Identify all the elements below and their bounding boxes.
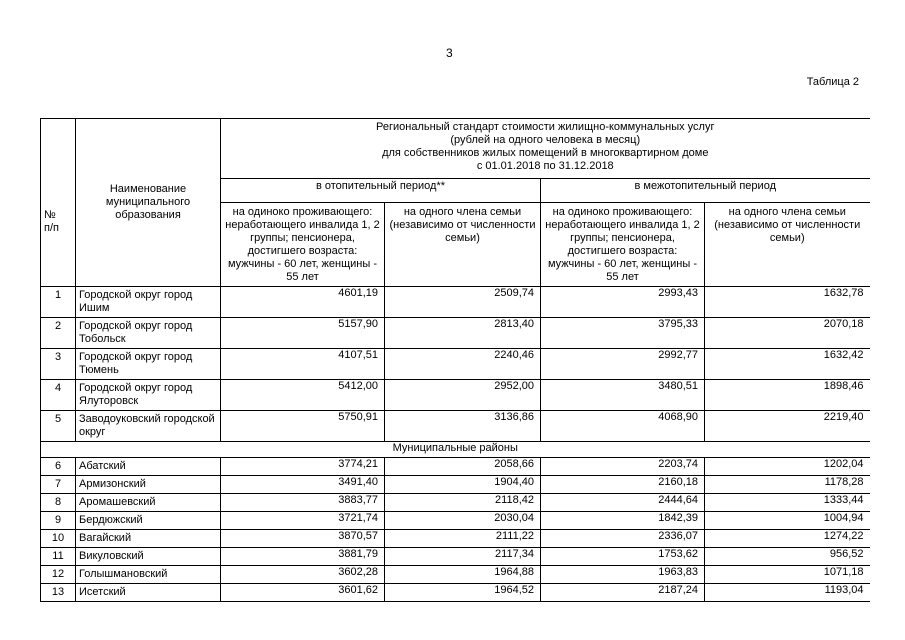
column-header-number bbox=[41, 119, 76, 287]
nonheating-family-value: 1004,94 bbox=[705, 512, 870, 530]
heating-family-value: 2117,34 bbox=[385, 548, 541, 566]
municipality-name: Армизонский bbox=[76, 476, 221, 494]
table-row bbox=[41, 287, 870, 318]
heating-single-value: 4601,19 bbox=[221, 287, 385, 318]
row-number: 13 bbox=[41, 584, 76, 602]
row-number: 2 bbox=[41, 318, 76, 349]
heating-family-value: 2509,74 bbox=[385, 287, 541, 318]
row-number: 6 bbox=[41, 458, 76, 476]
nonheating-family-value: 1632,78 bbox=[705, 287, 870, 318]
nonheating-single-value: 2993,43 bbox=[541, 287, 705, 318]
heating-single-value: 4107,51 bbox=[221, 349, 385, 380]
municipality-name: Аромашевский bbox=[76, 494, 221, 512]
row-number: 12 bbox=[41, 566, 76, 584]
heating-family-value: 2240,46 bbox=[385, 349, 541, 380]
nonheating-family-value: 956,52 bbox=[705, 548, 870, 566]
heating-family-value: 1964,88 bbox=[385, 566, 541, 584]
heating-single-value: 3721,74 bbox=[221, 512, 385, 530]
heating-single-value: 3602,28 bbox=[221, 566, 385, 584]
heating-family-value: 2813,40 bbox=[385, 318, 541, 349]
nonheating-family-header: на одного члена семьи (независимо от численности семьи) bbox=[705, 203, 870, 287]
nonheating-family-value: 1333,44 bbox=[705, 494, 870, 512]
table-label: Таблица 2 bbox=[806, 76, 859, 88]
row-number: 11 bbox=[41, 548, 76, 566]
heating-family-value: 3136,86 bbox=[385, 411, 541, 442]
nonheating-single-value: 3795,33 bbox=[541, 318, 705, 349]
heating-single-value: 5750,91 bbox=[221, 411, 385, 442]
heating-single-value: 3881,79 bbox=[221, 548, 385, 566]
nonheating-family-value: 1898,46 bbox=[705, 380, 870, 411]
nonheating-family-value: 1202,04 bbox=[705, 458, 870, 476]
municipality-name: Абатский bbox=[76, 458, 221, 476]
table-row bbox=[41, 380, 870, 411]
nonheating-single-value: 1963,83 bbox=[541, 566, 705, 584]
nonheating-single-value: 1842,39 bbox=[541, 512, 705, 530]
nonheating-single-value: 2187,24 bbox=[541, 584, 705, 602]
nonheating-family-value: 1071,18 bbox=[705, 566, 870, 584]
nonheating-single-value: 3480,51 bbox=[541, 380, 705, 411]
nonheating-single-value: 2444,64 bbox=[541, 494, 705, 512]
main-title-header: Региональный стандарт стоимости жилищно-коммунальных услуг (рублей на одного человека в месяц) для собственников жилых помещений в многоквартирном доме с 01.01.2018 по 31.12.2018 bbox=[221, 119, 870, 179]
cost-standard-table bbox=[40, 118, 870, 602]
row-number: 9 bbox=[41, 512, 76, 530]
table-row bbox=[41, 512, 870, 530]
municipality-name: Викуловский bbox=[76, 548, 221, 566]
nonheating-single-value: 2992,77 bbox=[541, 349, 705, 380]
row-number: 8 bbox=[41, 494, 76, 512]
nonheating-family-value: 1632,42 bbox=[705, 349, 870, 380]
nonheating-single-value: 4068,90 bbox=[541, 411, 705, 442]
heating-single-value: 3883,77 bbox=[221, 494, 385, 512]
row-number: 3 bbox=[41, 349, 76, 380]
nonheating-period-header: в межотопительный период bbox=[541, 179, 870, 203]
table-row bbox=[41, 411, 870, 442]
table-row bbox=[41, 494, 870, 512]
table-row bbox=[41, 548, 870, 566]
heating-family-value: 2118,42 bbox=[385, 494, 541, 512]
municipality-name: Заводоуковский городской округ bbox=[76, 411, 221, 442]
heating-family-value: 1964,52 bbox=[385, 584, 541, 602]
table-row bbox=[41, 458, 870, 476]
heating-single-value: 5412,00 bbox=[221, 380, 385, 411]
heating-single-value: 3870,57 bbox=[221, 530, 385, 548]
header-number-text: № п/п bbox=[44, 209, 59, 234]
heating-family-value: 2030,04 bbox=[385, 512, 541, 530]
municipality-name: Городской округ город Ялуторовск bbox=[76, 380, 221, 411]
section-label: Муниципальные районы bbox=[41, 442, 870, 458]
nonheating-family-value: 2070,18 bbox=[705, 318, 870, 349]
table-row bbox=[41, 584, 870, 602]
heating-family-value: 2058,66 bbox=[385, 458, 541, 476]
municipality-name: Городской округ город Тюмень bbox=[76, 349, 221, 380]
table-row bbox=[41, 318, 870, 349]
heating-single-header: на одиноко проживающего: неработающего инвалида 1, 2 группы; пенсионера, достигшего возраста: мужчины - 60 лет, женщины - 55 лет bbox=[221, 203, 385, 287]
nonheating-single-value: 1753,62 bbox=[541, 548, 705, 566]
heating-single-value: 3491,40 bbox=[221, 476, 385, 494]
municipality-name: Голышмановский bbox=[76, 566, 221, 584]
page-number: 3 bbox=[446, 46, 453, 60]
row-number: 7 bbox=[41, 476, 76, 494]
table-row bbox=[41, 530, 870, 548]
municipality-name: Вагайский bbox=[76, 530, 221, 548]
heating-family-value: 1904,40 bbox=[385, 476, 541, 494]
nonheating-family-value: 1274,22 bbox=[705, 530, 870, 548]
nonheating-family-value: 2219,40 bbox=[705, 411, 870, 442]
heating-family-value: 2952,00 bbox=[385, 380, 541, 411]
table-row bbox=[41, 476, 870, 494]
heating-period-header: в отопительный период** bbox=[221, 179, 541, 203]
column-header-name: Наименование муниципального образования bbox=[76, 119, 221, 287]
nonheating-single-value: 2203,74 bbox=[541, 458, 705, 476]
heating-single-value: 3774,21 bbox=[221, 458, 385, 476]
municipality-name: Бердюжский bbox=[76, 512, 221, 530]
nonheating-single-value: 2336,07 bbox=[541, 530, 705, 548]
nonheating-family-value: 1178,28 bbox=[705, 476, 870, 494]
heating-single-value: 3601,62 bbox=[221, 584, 385, 602]
heating-family-header: на одного члена семьи (независимо от численности семьи) bbox=[385, 203, 541, 287]
municipality-name: Городской округ город Тобольск bbox=[76, 318, 221, 349]
nonheating-single-value: 2160,18 bbox=[541, 476, 705, 494]
section-row bbox=[41, 442, 870, 458]
row-number: 5 bbox=[41, 411, 76, 442]
heating-family-value: 2111,22 bbox=[385, 530, 541, 548]
heating-single-value: 5157,90 bbox=[221, 318, 385, 349]
nonheating-family-value: 1193,04 bbox=[705, 584, 870, 602]
row-number: 4 bbox=[41, 380, 76, 411]
municipality-name: Исетский bbox=[76, 584, 221, 602]
table-row bbox=[41, 349, 870, 380]
municipality-name: Городской округ город Ишим bbox=[76, 287, 221, 318]
row-number: 1 bbox=[41, 287, 76, 318]
row-number: 10 bbox=[41, 530, 76, 548]
nonheating-single-header: на одиноко проживающего: неработающего инвалида 1, 2 группы; пенсионера, достигшего возраста: мужчины - 60 лет, женщины - 55 лет bbox=[541, 203, 705, 287]
table-row bbox=[41, 566, 870, 584]
